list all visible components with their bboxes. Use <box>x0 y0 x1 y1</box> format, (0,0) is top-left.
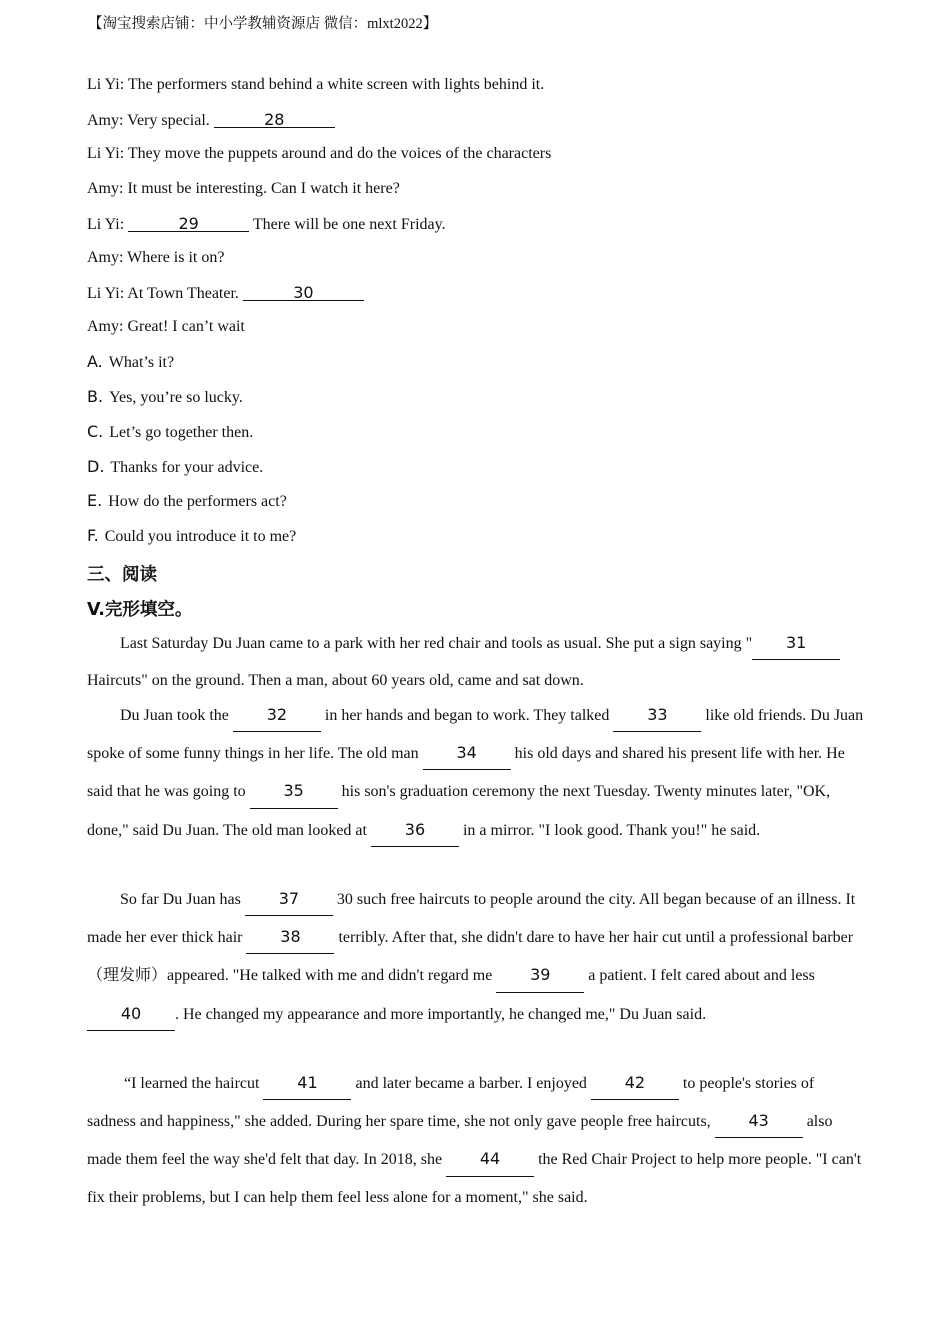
option-a: A. What’s it? <box>87 352 175 371</box>
cloze-blank[interactable]: 36 <box>371 811 459 848</box>
dialogue-line: Li Yi: 29 There will be one next Friday. <box>87 214 446 233</box>
cloze-blank[interactable]: 41 <box>263 1064 351 1101</box>
section-title: 三、阅读 <box>87 565 157 585</box>
cloze-paragraph-1: Last Saturday Du Juan came to a park with her red chair and tools as usual. She put a sign saying " 31 Haircuts" on the ground. Then a man, about 60 years old, came and sat down. <box>87 624 867 699</box>
cloze-blank[interactable]: 39 <box>496 956 584 993</box>
page-header: 【淘宝搜索店铺：中小学教辅资源店 微信：mlxt2022】 <box>88 16 438 32</box>
cloze-paragraph-3: So far Du Juan has 37 30 such free haircuts to people around the city. All began because of an illness. It made her ever thick hair 38 terribly. After that, she didn't dare to have her hair cut until a professional barber（理发师）appeared. "He talked with me and didn't regard me 39 a patient. I felt cared about and less 40 . He changed my appearance and more importantly, he changed me," Du Juan said. <box>87 880 867 1033</box>
cloze-blank[interactable]: 35 <box>250 772 338 809</box>
dialogue-line: Li Yi: At Town Theater. 30 <box>87 283 364 303</box>
answer-blank[interactable]: 30 <box>243 283 364 302</box>
cloze-blank[interactable]: 40 <box>87 995 175 1032</box>
cloze-blank[interactable]: 42 <box>591 1064 679 1101</box>
cloze-blank[interactable]: 38 <box>246 918 334 955</box>
option-b: B. Yes, you’re so lucky. <box>87 387 243 406</box>
option-d: D. Thanks for your advice. <box>87 457 264 476</box>
cloze-blank[interactable]: 33 <box>613 696 701 733</box>
cloze-blank[interactable]: 44 <box>446 1140 534 1177</box>
cloze-blank[interactable]: 37 <box>245 880 333 917</box>
answer-blank[interactable]: 29 <box>128 214 249 233</box>
dialogue-line: Amy: It must be interesting. Can I watch it here? <box>87 180 400 197</box>
cloze-blank[interactable]: 34 <box>423 734 511 771</box>
dialogue-line: Amy: Where is it on? <box>87 249 225 266</box>
dialogue-line: Li Yi: They move the puppets around and do the voices of the characters <box>87 145 552 162</box>
dialogue-line: Amy: Great! I can’t wait <box>87 318 245 335</box>
cloze-paragraph-2: Du Juan took the 32 in her hands and began to work. They talked 33 like old friends. Du Juan spoke of some funny things in her life. The old man 34 his old days and shared his present life with her. He said that he was going to 35 his son's graduation ceremony the next Tuesday. Twenty minutes later, "OK, done," said Du Juan. The old man looked at 36 in a mirror. "I look good. Thank you!" he said. <box>87 696 867 849</box>
option-e: E. How do the performers act? <box>87 491 287 510</box>
cloze-blank[interactable]: 31 <box>752 624 840 661</box>
option-c: C. Let’s go together then. <box>87 422 254 441</box>
cloze-blank[interactable]: 43 <box>715 1102 803 1139</box>
option-f: F. Could you introduce it to me? <box>87 526 297 545</box>
dialogue-line: Amy: Very special. 28 <box>87 110 335 130</box>
cloze-blank[interactable]: 32 <box>233 696 321 733</box>
answer-blank[interactable]: 28 <box>214 110 335 129</box>
subsection-title: V.完形填空。 <box>87 600 193 620</box>
dialogue-line: Li Yi: The performers stand behind a white screen with lights behind it. <box>87 76 545 93</box>
cloze-paragraph-4: “I learned the haircut 41 and later became a barber. I enjoyed 42 to people's stories of sadness and happiness," she added. During her spare time, she not only gave people free haircuts, 43 also made them feel the way she'd felt that day. In 2018, she 44 the Red Chair Project to help more people. "I can't fix their problems, but I can help them feel less alone for a moment," she said. <box>87 1064 867 1216</box>
